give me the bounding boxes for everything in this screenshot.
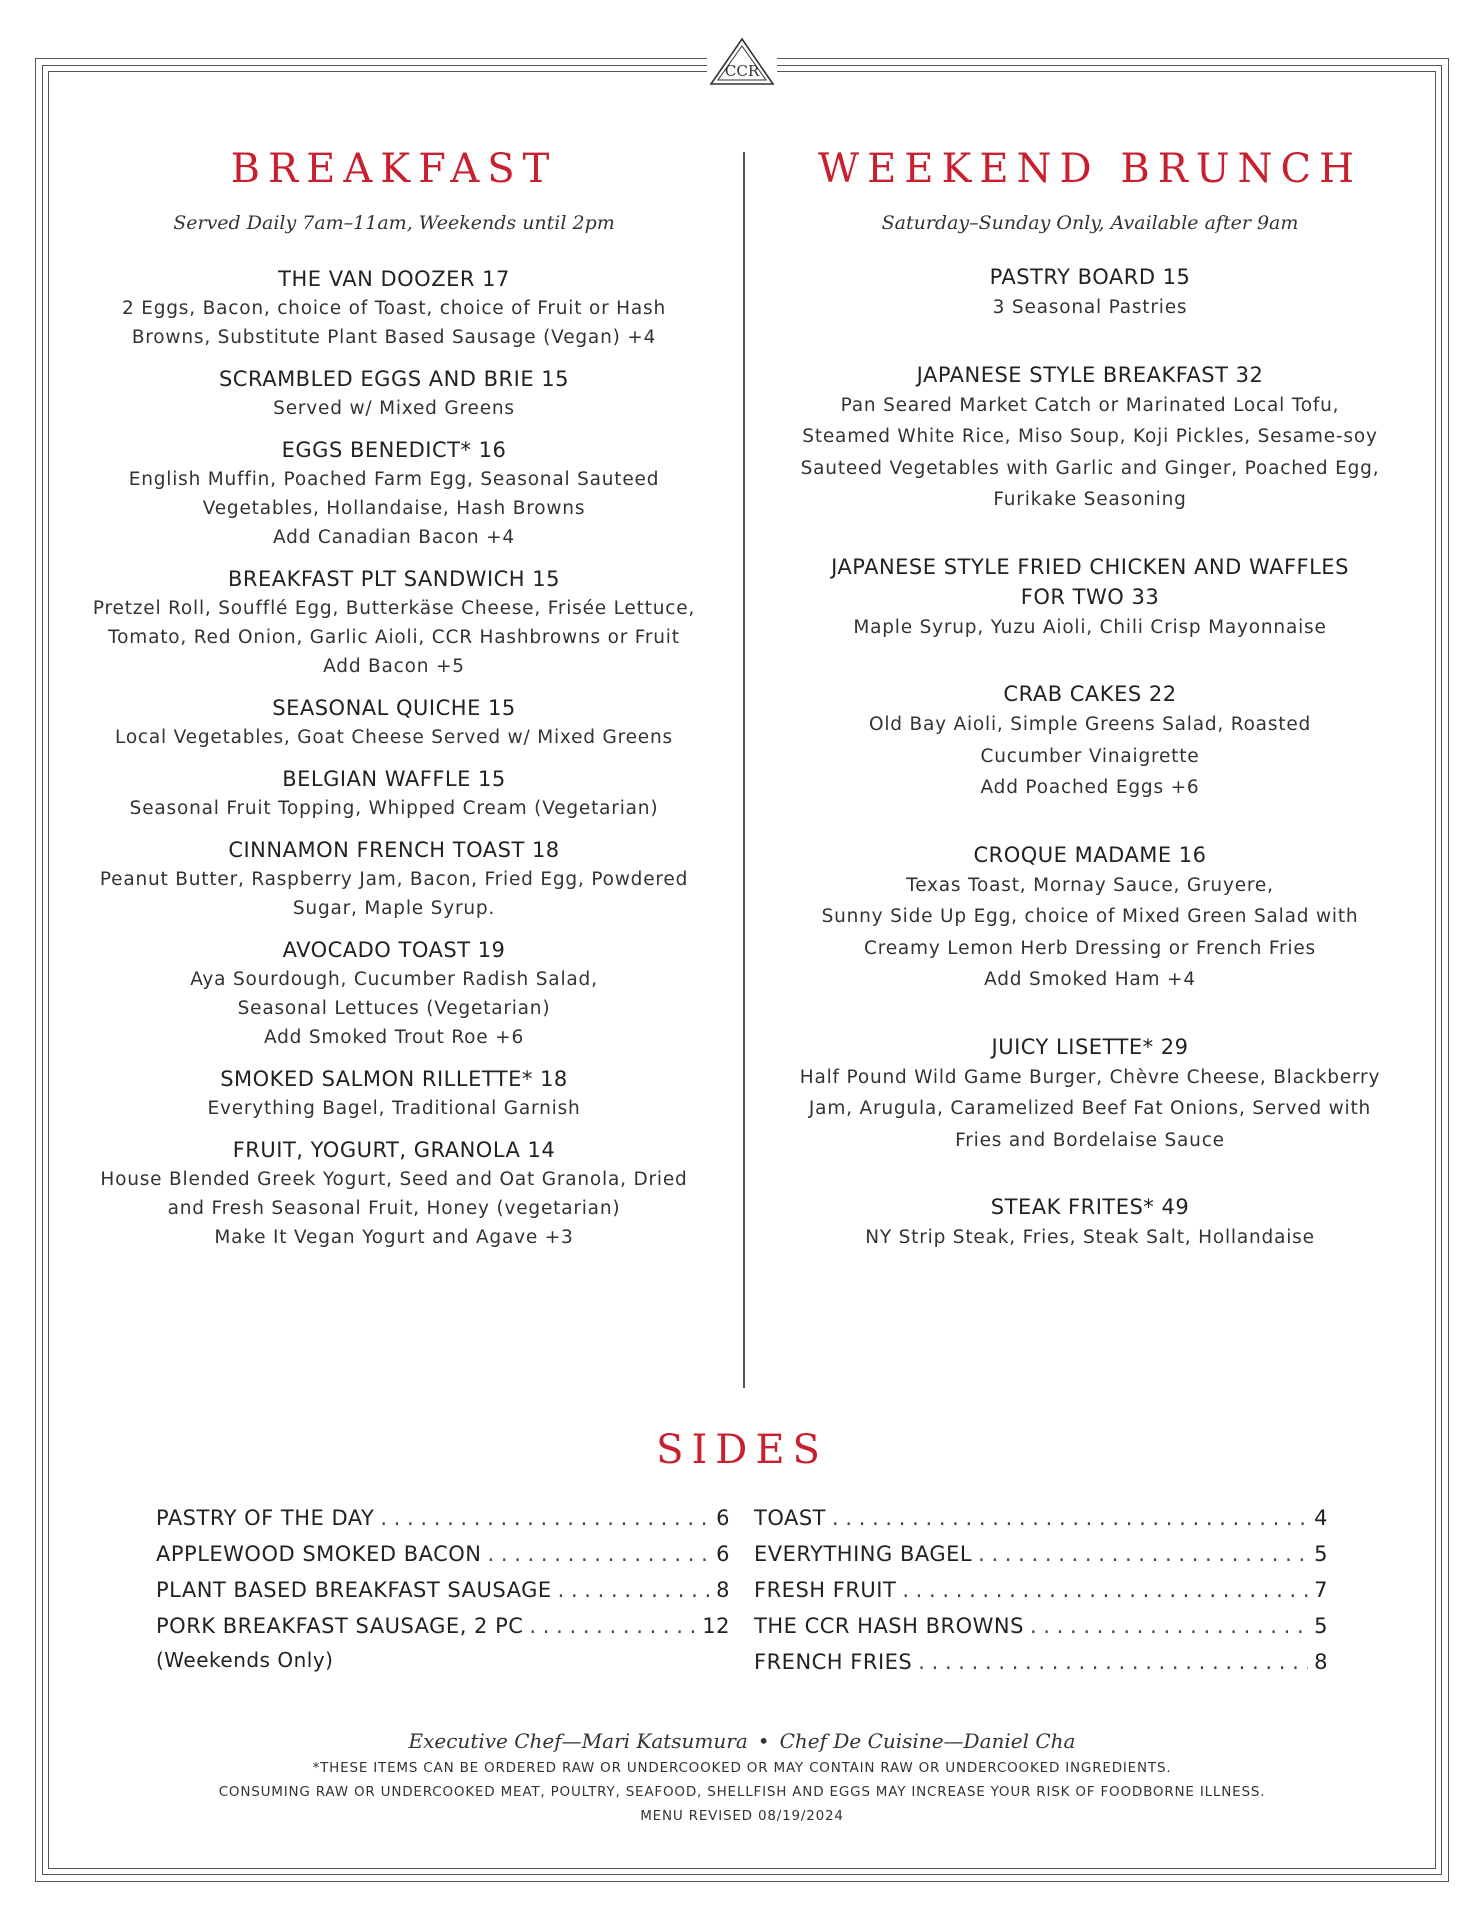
side-item [156,1572,730,1608]
side-item [156,1500,730,1536]
brunch-items [770,262,1410,1254]
menu-item [770,679,1410,804]
menu-item-name: SEASONAL QUICHE 15 [272,696,516,720]
menu-item [74,435,714,552]
sides-right-column [754,1500,1328,1680]
side-item-name: PORK BREAKFAST SAUSAGE, 2 PC [156,1614,524,1638]
side-item-price: 8 [1314,1650,1328,1674]
executive-chef: Executive Chef—Mari Katsumura [408,1729,748,1753]
brunch-subtitle: Saturday–Sunday Only, Available after 9am [881,212,1299,234]
side-item-price: 6 [716,1506,730,1530]
menu-item-name: PASTRY BOARD 15 [989,265,1191,289]
menu-item-name: SMOKED SALMON RILLETTE* 18 [220,1067,568,1091]
menu-revised-date: MENU REVISED 08/19/2024 [640,1808,844,1824]
menu-item [74,1135,714,1252]
menu-item-description: Maple Syrup, Yuzu Aioli, Chili Crisp Mayonnaise [853,616,1327,638]
sides-left-column [156,1500,730,1676]
dot-leader [1030,1608,1308,1644]
dot-leader [978,1536,1308,1572]
footer [0,1726,1484,1828]
side-item [754,1572,1328,1608]
foodborne-illness-warning: CONSUMING RAW OR UNDERCOOKED MEAT, POULTRY, SEAFOOD, SHELLFISH AND EGGS MAY INCREASE YOUR RISK OF FOODBORNE ILLNESS. [218,1784,1266,1800]
side-item-price: 12 [702,1614,730,1638]
dot-leader [488,1536,711,1572]
menu-item [74,693,714,752]
menu-item-name: THE VAN DOOZER 17 [278,267,510,291]
menu-item [770,1192,1410,1254]
raw-food-warning: *THESE ITEMS CAN BE ORDERED RAW OR UNDERCOOKED OR MAY CONTAIN RAW OR UNDERCOOKED INGREDIENTS. [312,1760,1172,1776]
menu-item-name: STEAK FRITES* 49 [990,1195,1190,1219]
dot-leader [902,1572,1308,1608]
menu-item-description: English Muffin, Poached Farm Egg, Seasonal Sauteed Vegetables, Hollandaise, Hash Browns Add Canadian Bacon +4 [128,469,660,548]
side-item [754,1644,1328,1680]
chef-credits [0,1726,1484,1756]
side-item-price: 7 [1314,1578,1328,1602]
menu-item-description: Pretzel Roll, Soufflé Egg, Butterkäse Cheese, Frisée Lettuce, Tomato, Red Onion, Garlic Aioli, CCR Hashbrowns or Fruit Add Bacon +5 [92,598,696,677]
side-item-name: THE CCR HASH BROWNS [754,1614,1024,1638]
menu-item [770,262,1410,324]
menu-item [74,835,714,923]
menu-item-description: NY Strip Steak, Fries, Steak Salt, Hollandaise [865,1227,1315,1248]
menu-item-description: 2 Eggs, Bacon, choice of Toast, choice of Fruit or Hash Browns, Substitute Plant Based Sausage (Vegan) +4 [121,298,666,348]
menu-item-description: House Blended Greek Yogurt, Seed and Oat Granola, Dried and Fresh Seasonal Fruit, Honey (vegetarian) Make It Vegan Yogurt and Agave +3 [100,1169,688,1248]
side-item [156,1608,730,1644]
dot-leader [529,1608,696,1644]
column-divider [743,152,745,1388]
menu-item-description: Pan Seared Market Catch or Marinated Local Tofu, Steamed White Rice, Miso Soup, Koji Pickles, Sesame-soy Sauteed Vegetables with Garlic and Ginger, Poached Egg, Furikake Seasoning [800,394,1380,510]
menu-item-description: Local Vegetables, Goat Cheese Served w/ Mixed Greens [115,727,673,748]
menu-item-name: AVOCADO TOAST 19 [282,938,506,962]
menu-item-description: Served w/ Mixed Greens [273,398,515,419]
side-item-price: 8 [716,1578,730,1602]
side-item-name: TOAST [754,1506,827,1530]
menu-item [74,935,714,1052]
side-item [754,1500,1328,1536]
menu-item-description: Peanut Butter, Raspberry Jam, Bacon, Fried Egg, Powdered Sugar, Maple Syrup. [99,869,689,919]
menu-item-name: EGGS BENEDICT* 16 [281,438,507,462]
menu-item [74,264,714,352]
menu-item [770,840,1410,996]
side-item-price: 5 [1314,1614,1328,1638]
side-item-price: 5 [1314,1542,1328,1566]
logo-lettering: CCR [724,62,760,80]
side-item-name: PLANT BASED BREAKFAST SAUSAGE [156,1578,552,1602]
side-item-name: EVERYTHING BAGEL [754,1542,973,1566]
menu-item-description: Aya Sourdough, Cucumber Radish Salad, Seasonal Lettuces (Vegetarian) Add Smoked Trout Roe +6 [190,969,598,1048]
menu-item [74,364,714,423]
menu-item-description: Seasonal Fruit Topping, Whipped Cream (Vegetarian) [129,798,659,819]
menu-item [770,360,1410,516]
side-item-price: 4 [1314,1506,1328,1530]
dot-leader [832,1500,1308,1536]
sides-title: SIDES [656,1427,828,1473]
brunch-title: WEEKEND BRUNCH [817,146,1363,192]
side-item [754,1536,1328,1572]
dot-leader [380,1500,710,1536]
breakfast-column [74,140,714,1252]
dot-leader [918,1644,1308,1680]
breakfast-items [74,264,714,1252]
menu-item-description: Texas Toast, Mornay Sauce, Gruyere, Sunny Side Up Egg, choice of Mixed Green Salad with Creamy Lemon Herb Dressing or French Fries Add Smoked Ham +4 [821,874,1359,990]
menu-item-name: BELGIAN WAFFLE 15 [282,767,506,791]
menu-item-name: FRUIT, YOGURT, GRANOLA 14 [232,1138,556,1162]
breakfast-title: BREAKFAST [230,146,558,192]
menu-item-name: JUICY LISETTE* 29 [991,1034,1189,1059]
side-item-price: 6 [716,1542,730,1566]
chef-separator: • [757,1729,770,1753]
menu-item [770,552,1410,644]
side-item-name: FRENCH FRIES [754,1650,913,1674]
ccr-logo-icon [707,36,777,88]
menu-item-name: JAPANESE STYLE BREAKFAST 32 [916,362,1264,387]
brunch-column [770,140,1410,1254]
side-item-name: FRESH FRUIT [754,1578,897,1602]
side-item-name: APPLEWOOD SMOKED BACON [156,1542,482,1566]
chef-de-cuisine: Chef De Cuisine—Daniel Cha [779,1729,1076,1753]
side-item [754,1608,1328,1644]
menu-item-name: JAPANESE STYLE FRIED CHICKEN AND WAFFLES FOR TWO 33 [831,554,1349,609]
menu-item [74,1064,714,1123]
menu-item [770,1032,1410,1157]
menu-item-name: SCRAMBLED EGGS AND BRIE 15 [218,367,570,391]
sides-note: (Weekends Only) [156,1648,334,1672]
side-item-name: PASTRY OF THE DAY [156,1506,375,1530]
menu-item-description: Old Bay Aioli, Simple Greens Salad, Roasted Cucumber Vinaigrette Add Poached Eggs +6 [868,714,1312,798]
dot-leader [558,1572,711,1608]
menu-item [74,764,714,823]
menu-item-description: Everything Bagel, Traditional Garnish [207,1098,581,1119]
side-item [156,1536,730,1572]
menu-item-name: BREAKFAST PLT SANDWICH 15 [227,567,560,591]
menu-item-description: 3 Seasonal Pastries [992,297,1188,318]
menu-item-name: CINNAMON FRENCH TOAST 18 [228,838,560,862]
menu-item-description: Half Pound Wild Game Burger, Chèvre Cheese, Blackberry Jam, Arugula, Caramelized Beef Fat Onions, Served with Fries and Bordelaise Sauce [799,1066,1381,1151]
menu-item-name: CRAB CAKES 22 [1003,682,1177,706]
breakfast-subtitle: Served Daily 7am–11am, Weekends until 2pm [173,212,615,234]
menu-item-name: CROQUE MADAME 16 [973,842,1207,867]
menu-item [74,564,714,681]
